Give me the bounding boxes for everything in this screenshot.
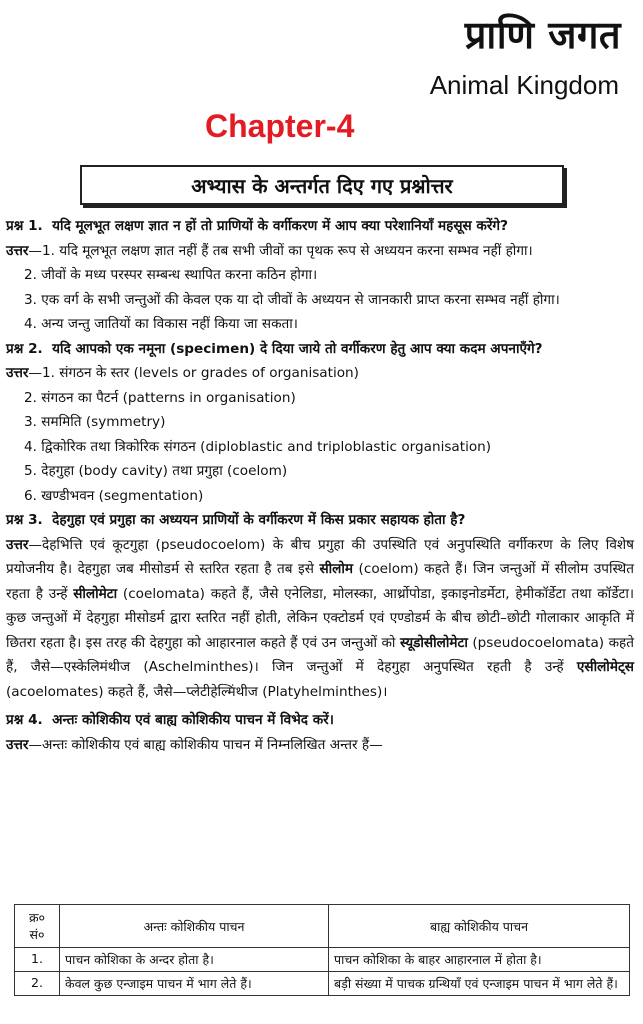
answer-label: उत्तर [6, 536, 29, 553]
header-extracellular: बाह्य कोशिकीय पाचन [329, 905, 630, 948]
cell-serial: 1. [15, 948, 60, 972]
qa-content [6, 214, 634, 757]
english-title: Animal Kingdom [429, 70, 619, 100]
question-label: प्रश्न 1. [6, 218, 43, 234]
header-intracellular: अन्तः कोशिकीय पाचन [60, 905, 329, 948]
answer-2-item: 5. देहगुहा (body cavity) तथा प्रगुहा (coelom) [24, 463, 288, 479]
hindi-title: प्राणि जगत [464, 13, 621, 57]
answer-label: उत्तर [6, 365, 29, 381]
question-3 [6, 508, 634, 533]
cell-extracellular: बड़ी संख्या में पाचक ग्रन्थियाँ एवं एन्जाइम पाचन में भाग लेते हैं। [329, 972, 630, 996]
term-coelomata: सीलोमेटा [73, 585, 118, 602]
header-serial: क्र० सं० [15, 905, 60, 948]
comparison-table [14, 904, 630, 996]
answer-1-item: 2. जीवों के मध्य परस्पर सम्बन्ध स्थापित करना कठिन होगा। [24, 267, 318, 283]
question-label: प्रश्न 4. [6, 712, 43, 728]
answer-1-item: 3. एक वर्ग के सभी जन्तुओं की केवल एक या दो जीवों के अध्ययन से जानकारी प्राप्त करना सम्भव नहीं होगा। [24, 291, 560, 308]
answer-4-intro: उत्तर—अन्तः कोशिकीय एवं बाह्य कोशिकीय पाचन में निम्नलिखित अन्तर हैं— [6, 736, 383, 753]
answer-2-item: 6. खण्डीभवन (segmentation) [24, 487, 204, 504]
section-title-box [80, 165, 564, 205]
answer-2-item: 2. संगठन का पैटर्न (patterns in organisation) [24, 389, 296, 406]
question-label: प्रश्न 2. [6, 340, 43, 357]
chapter-heading: Chapter-4 [205, 108, 355, 144]
question-text: अन्तः कोशिकीय एवं बाह्य कोशिकीय पाचन में विभेद करें। [52, 712, 334, 728]
answer-2-item: 4. द्विकोरिक तथा त्रिकोरिक संगठन (diploblastic and triploblastic organisation) [24, 438, 492, 455]
table-header-row [15, 905, 630, 948]
term-acoelomates: एसीलोमेट्स [576, 659, 634, 675]
answer-1-item: उत्तर—1. यदि मूलभूत लक्षण ज्ञात नहीं हैं तब सभी जीवों का पृथक रूप से अध्ययन करना सम्भव नहीं होगा। [6, 242, 533, 259]
cell-extracellular: पाचन कोशिका के बाहर आहारनाल में होता है। [329, 948, 630, 972]
cell-intracellular: पाचन कोशिका के अन्दर होता है। [60, 948, 329, 972]
answer-1-item: 4. अन्य जन्तु जातियों का विकास नहीं किया जा सकता। [24, 316, 298, 332]
question-text: यदि मूलभूत लक्षण ज्ञात न हों तो प्राणियों के वर्गीकरण में आप क्या परेशानियाँ महसूस करेंगे? [52, 218, 508, 234]
question-label: प्रश्न 3. [6, 512, 43, 528]
table-row [15, 972, 630, 996]
cell-serial: 2. [15, 972, 60, 996]
question-1 [6, 214, 634, 239]
answer-2-item: उत्तर—1. संगठन के स्तर (levels or grades of organisation) [6, 365, 359, 381]
section-title: अभ्यास के अन्तर्गत दिए गए प्रश्नोत्तर [191, 173, 453, 198]
term-coelom: सीलोम [319, 561, 354, 577]
answer-3-paragraph: उत्तर—देहभित्ति एवं कूटगुहा (pseudocoelom) के बीच प्रगुहा की उपस्थिति एवं अनुपस्थिति वर्गीकरण के लिए विशेष प्रयोजनीय है। देहगुहा जब मीसोडर्म से स्तरित रहता है तब इसे सीलोम (coelom) कहते हैं। जिन जन्तुओं में सीलोम उपस्थित रहता है उन्हें सीलोमेटा (coelomata) कहते हैं, जैसे एनेलिडा, मोलस्का, आर्थ्रोपोडा, इकाइनोडर्मेटा, हेमीकॉर्डेटा तथा कॉर्डेटा। कुछ जन्तुओं में देहगुहा मीसोडर्म द्वारा स्तरित नहीं होती, लेकिन एक्टोडर्म एवं एण्डोडर्म के बीच छोटी–छोटी गोलाकार आकृति में छितरा रहता है। इस तरह की देहगुहा को आहारनाल कहते हैं एवं उन जन्तुओं को स्यूडोसीलोमेटा (pseudocoelomata) कहते हैं, जैसे—एस्केलिमंथीज (Aschelminthes)। जिन जन्तुओं में देहगुहा अनुपस्थित रहती है उन्हें एसीलोमेट्स (acoelomates) कहते हैं, जैसे—प्लेटीहेल्मिंथीज (Platyhelminthes)। [6, 536, 634, 700]
table-row [15, 948, 630, 972]
answer-label: उत्तर [6, 242, 29, 259]
question-4 [6, 708, 634, 733]
question-2: प्रश्न 2. यदि आपको एक नमूना (specimen) दे दिया जाये तो वर्गीकरण हेतु आप क्या कदम अपनाएँगे? [6, 340, 543, 357]
question-text: देहगुहा एवं प्रगुहा का अध्ययन प्राणियों के वर्गीकरण में किस प्रकार सहायक होता है? [52, 512, 466, 528]
answer-2-item: 3. सममिति (symmetry) [24, 414, 166, 430]
term-pseudocoelomata: स्यूडोसीलोमेटा [399, 634, 468, 651]
cell-intracellular: केवल कुछ एन्जाइम पाचन में भाग लेते हैं। [60, 972, 329, 996]
answer-label: उत्तर [6, 736, 29, 753]
